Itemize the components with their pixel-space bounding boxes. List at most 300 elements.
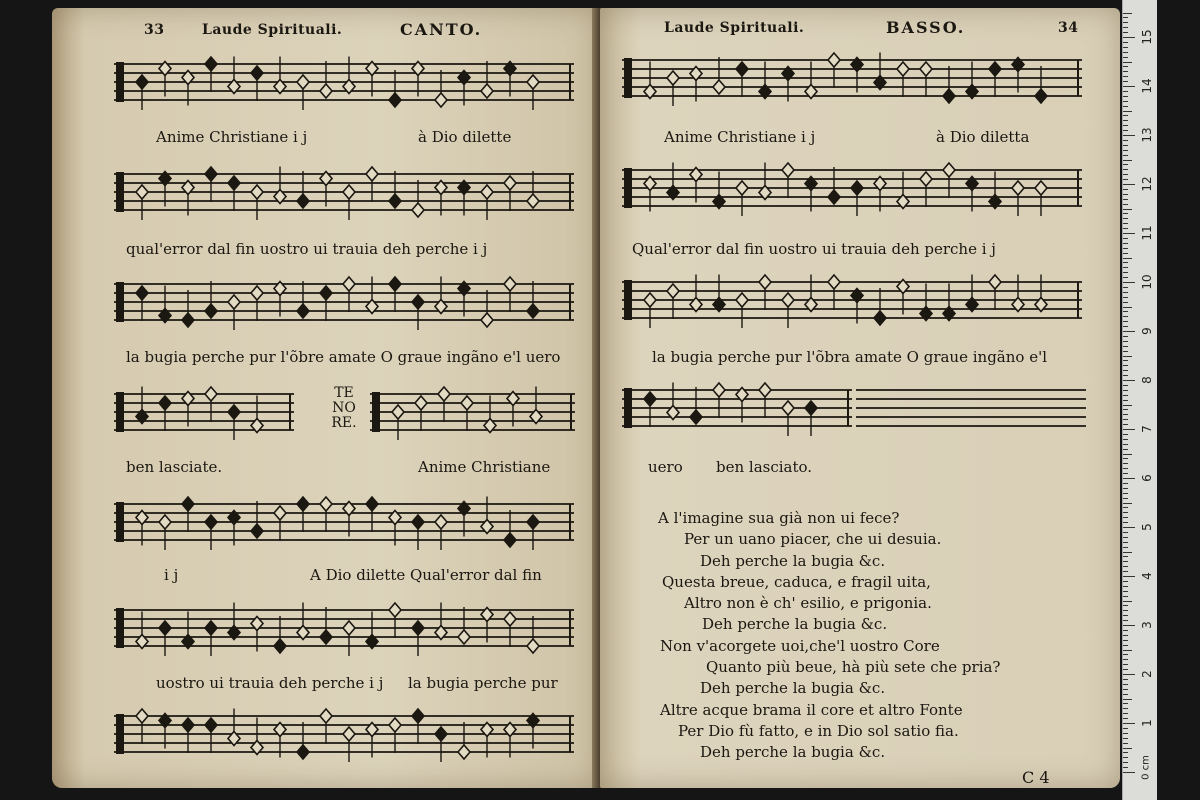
ruler-tick xyxy=(1123,733,1128,734)
ruler-tick xyxy=(1123,458,1128,459)
voice-title: BASSO. xyxy=(886,18,966,37)
staff-lines xyxy=(622,46,1082,118)
staff-lines xyxy=(622,376,852,448)
poem-line: Per Dio fù fatto, e in Dio sol satio fia. xyxy=(678,721,959,740)
note-head xyxy=(320,497,332,511)
note-head xyxy=(320,630,332,644)
note-head xyxy=(805,401,817,415)
ruler-tick xyxy=(1123,650,1132,651)
note-head xyxy=(366,167,378,181)
ruler-tick xyxy=(1123,17,1128,18)
note-head xyxy=(205,387,217,401)
clef-mark xyxy=(624,58,632,98)
note-head xyxy=(527,194,539,208)
lyric-line: Qual'error dal fin uostro ui trauia deh perche i j xyxy=(632,240,996,258)
staff-system-empty xyxy=(856,376,1086,448)
ruler-number: 1 xyxy=(1140,719,1154,727)
note-head xyxy=(713,80,725,94)
staff-system xyxy=(370,380,575,452)
ruler-tick xyxy=(1123,238,1128,239)
poem-line: Deh perche la bugia &c. xyxy=(700,743,886,762)
note-head xyxy=(504,612,516,626)
ruler-tick xyxy=(1123,341,1128,342)
ruler-tick xyxy=(1123,204,1128,205)
ruler-tick xyxy=(1123,488,1128,489)
ruler-tick xyxy=(1123,591,1128,592)
ruler-tick xyxy=(1123,267,1128,268)
note-head xyxy=(415,396,427,410)
ruler-tick xyxy=(1123,498,1128,499)
ruler-tick xyxy=(1123,703,1128,704)
lyric-line: uero xyxy=(648,458,683,476)
poem-stanzas xyxy=(658,508,1078,764)
staff-system xyxy=(114,490,574,562)
note-head xyxy=(205,57,217,71)
staff-lines xyxy=(370,380,575,452)
ruler-number: 11 xyxy=(1140,225,1154,241)
ruler-tick xyxy=(1123,385,1128,386)
ruler-tick xyxy=(1123,42,1128,43)
ruler-tick xyxy=(1123,586,1128,587)
ruler-number: 6 xyxy=(1140,474,1154,482)
ruler-tick xyxy=(1123,27,1128,28)
ruler-tick xyxy=(1123,537,1128,538)
note-head xyxy=(438,387,450,401)
note-head xyxy=(159,396,171,410)
ruler-tick xyxy=(1123,522,1128,523)
note-head xyxy=(989,275,1001,289)
staff-system xyxy=(622,46,1082,118)
ruler-tick xyxy=(1123,37,1135,38)
ruler-number: 10 xyxy=(1140,274,1154,290)
ruler-tick xyxy=(1123,439,1128,440)
ruler-tick xyxy=(1123,561,1128,562)
ruler-tick xyxy=(1123,199,1128,200)
staff-system xyxy=(622,156,1082,228)
note-head xyxy=(782,163,794,177)
ruler-tick xyxy=(1123,179,1128,180)
lyric-line: Anime Christiane i j xyxy=(156,128,308,146)
staff-system xyxy=(114,160,574,232)
ruler-tick xyxy=(1123,473,1128,474)
ruler-tick xyxy=(1123,140,1128,141)
ruler-tick xyxy=(1123,228,1128,229)
lyric-line: ben lasciate. xyxy=(126,458,223,476)
ruler-tick xyxy=(1123,610,1128,611)
staff-system xyxy=(114,270,574,342)
ruler-tick xyxy=(1123,772,1135,773)
clef-mark xyxy=(116,62,124,102)
staff-lines xyxy=(114,160,574,232)
lyric-line: ben lasciato. xyxy=(716,458,813,476)
ruler-tick xyxy=(1123,615,1128,616)
ruler-tick xyxy=(1123,454,1132,455)
ruler-tick xyxy=(1123,405,1132,406)
running-title: Laude Spirituali. xyxy=(664,20,805,36)
ruler-tick xyxy=(1123,674,1135,675)
staff-lines xyxy=(114,380,294,452)
ruler-tick xyxy=(1123,738,1128,739)
note-head xyxy=(205,718,217,732)
note-head xyxy=(874,311,886,325)
note-head xyxy=(435,93,447,107)
note-head xyxy=(943,89,955,103)
ruler-tick xyxy=(1123,547,1128,548)
note-head xyxy=(251,66,263,80)
lyric-line: Anime Christiane i j xyxy=(664,128,816,146)
ruler-number: 3 xyxy=(1140,621,1154,629)
note-head xyxy=(782,401,794,415)
note-head xyxy=(412,621,424,635)
note-head xyxy=(759,383,771,397)
staff-system xyxy=(114,702,574,774)
note-head xyxy=(274,506,286,520)
ruler-tick xyxy=(1123,463,1128,464)
ruler-unit-label: 0 cm xyxy=(1140,755,1152,780)
note-head xyxy=(759,275,771,289)
ruler-tick xyxy=(1123,189,1128,190)
ruler-number: 5 xyxy=(1140,523,1154,531)
ruler-tick xyxy=(1123,630,1128,631)
lyric-line: à Dio dilette xyxy=(418,128,512,146)
voice-title: CANTO. xyxy=(400,20,483,39)
poem-line: Non v'acorgete uoi,che'l uostro Core xyxy=(660,636,940,655)
poem-line: Altre acque brama il core et altro Fonte xyxy=(660,700,963,719)
ruler-tick xyxy=(1123,757,1128,758)
ruler-tick xyxy=(1123,150,1128,151)
ruler-tick xyxy=(1123,723,1135,724)
lyric-line: i j xyxy=(164,566,179,584)
note-head xyxy=(644,392,656,406)
ruler-tick xyxy=(1123,493,1128,494)
ruler-tick xyxy=(1123,346,1128,347)
ruler-tick xyxy=(1123,321,1128,322)
ruler-tick xyxy=(1123,76,1128,77)
ruler-tick xyxy=(1123,390,1128,391)
poem-line: Quanto più beue, hà più sete che pria? xyxy=(706,658,1001,677)
ruler-tick xyxy=(1123,169,1128,170)
note-head xyxy=(297,194,309,208)
ruler-tick xyxy=(1123,326,1128,327)
staff-system xyxy=(114,380,294,452)
ruler-tick xyxy=(1123,380,1135,381)
ruler-number: 8 xyxy=(1140,376,1154,384)
measuring-ruler xyxy=(1122,0,1157,800)
ruler-tick xyxy=(1123,694,1128,695)
ruler-tick xyxy=(1123,542,1128,543)
poem-line: Deh perche la bugia &c. xyxy=(700,551,886,570)
ruler-tick xyxy=(1123,581,1128,582)
ruler-tick xyxy=(1123,605,1128,606)
note-head xyxy=(136,75,148,89)
ruler-tick xyxy=(1123,292,1128,293)
clef-mark xyxy=(116,172,124,212)
ruler-tick xyxy=(1123,424,1128,425)
ruler-tick xyxy=(1123,640,1128,641)
ruler-tick xyxy=(1123,115,1128,116)
ruler-tick xyxy=(1123,419,1128,420)
note-head xyxy=(527,75,539,89)
staff-system xyxy=(622,268,1082,340)
clef-mark xyxy=(624,388,632,428)
clef-mark xyxy=(624,280,632,320)
poem-line: Deh perche la bugia &c. xyxy=(702,615,888,634)
poem-line: Questa breue, caduca, e fragil uita, xyxy=(662,572,931,591)
ruler-tick xyxy=(1123,277,1128,278)
ruler-tick xyxy=(1123,101,1128,102)
ruler-tick xyxy=(1123,728,1128,729)
note-head xyxy=(782,293,794,307)
note-head xyxy=(343,727,355,741)
ruler-tick xyxy=(1123,517,1128,518)
ruler-tick xyxy=(1123,164,1128,165)
ruler-number: 15 xyxy=(1140,29,1154,45)
clef-mark xyxy=(116,608,124,648)
ruler-tick xyxy=(1123,743,1128,744)
note-head xyxy=(251,524,263,538)
ruler-tick xyxy=(1123,130,1128,131)
staff-lines xyxy=(114,490,574,562)
ruler-tick xyxy=(1123,664,1128,665)
note-head xyxy=(527,515,539,529)
ruler-tick xyxy=(1123,356,1132,357)
note-head xyxy=(136,185,148,199)
tenore-label: TE NO RE. xyxy=(331,385,357,431)
note-head xyxy=(343,621,355,635)
ruler-tick xyxy=(1123,767,1128,768)
ruler-tick xyxy=(1123,81,1128,82)
note-head xyxy=(713,383,725,397)
ruler-tick xyxy=(1123,468,1128,469)
ruler-tick xyxy=(1123,174,1128,175)
note-head xyxy=(435,727,447,741)
ruler-tick xyxy=(1123,297,1128,298)
ruler-number: 14 xyxy=(1140,78,1154,94)
ruler-tick xyxy=(1123,654,1128,655)
ruler-tick xyxy=(1123,375,1128,376)
ruler-tick xyxy=(1123,669,1128,670)
ruler-tick xyxy=(1123,155,1128,156)
note-head xyxy=(182,313,194,327)
page-number: 33 xyxy=(144,22,165,38)
note-head xyxy=(389,603,401,617)
ruler-tick xyxy=(1123,552,1132,553)
ruler-tick xyxy=(1123,659,1128,660)
ruler-tick xyxy=(1123,718,1128,719)
note-head xyxy=(320,84,332,98)
note-head xyxy=(297,75,309,89)
running-title: Laude Spirituali. xyxy=(202,22,343,38)
ruler-tick xyxy=(1123,512,1128,513)
note-head xyxy=(667,71,679,85)
note-head xyxy=(182,718,194,732)
open-book xyxy=(52,8,1122,788)
ruler-tick xyxy=(1123,258,1132,259)
ruler-tick xyxy=(1123,311,1128,312)
ruler-tick xyxy=(1123,331,1135,332)
lyric-line: qual'error dal fin uostro ui trauia deh perche i j xyxy=(126,240,488,258)
ruler-tick xyxy=(1123,253,1128,254)
note-head xyxy=(389,277,401,291)
ruler-tick xyxy=(1123,22,1128,23)
note-head xyxy=(389,718,401,732)
ruler-tick xyxy=(1123,483,1128,484)
ruler-tick xyxy=(1123,262,1128,263)
ruler-tick xyxy=(1123,125,1128,126)
ruler-tick xyxy=(1123,86,1135,87)
note-head xyxy=(228,176,240,190)
lyric-line: à Dio diletta xyxy=(936,128,1030,146)
ruler-number: 4 xyxy=(1140,572,1154,580)
note-head xyxy=(205,621,217,635)
ruler-tick xyxy=(1123,66,1128,67)
ruler-tick xyxy=(1123,184,1135,185)
ruler-tick xyxy=(1123,13,1132,14)
note-head xyxy=(920,172,932,186)
note-head xyxy=(461,396,473,410)
ruler-tick xyxy=(1123,625,1135,626)
ruler-tick xyxy=(1123,302,1128,303)
note-head xyxy=(389,194,401,208)
note-head xyxy=(920,62,932,76)
note-head xyxy=(412,709,424,723)
note-head xyxy=(320,286,332,300)
note-head xyxy=(943,163,955,177)
ruler-tick xyxy=(1123,713,1128,714)
ruler-tick xyxy=(1123,218,1128,219)
note-head xyxy=(504,176,516,190)
ruler-tick xyxy=(1123,409,1128,410)
note-head xyxy=(828,190,840,204)
ruler-tick xyxy=(1123,223,1128,224)
note-head xyxy=(205,515,217,529)
note-head xyxy=(527,304,539,318)
note-head xyxy=(504,277,516,291)
clef-mark xyxy=(372,392,380,432)
lyric-line: la bugia perche pur l'õbre amate O graue ingãno e'l uero xyxy=(126,348,561,366)
ruler-tick xyxy=(1123,282,1135,283)
ruler-number: 13 xyxy=(1140,127,1154,143)
poem-line: Deh perche la bugia &c. xyxy=(700,679,886,698)
staff-system xyxy=(622,376,852,448)
ruler-tick xyxy=(1123,351,1128,352)
staff-lines xyxy=(114,50,574,122)
note-head xyxy=(366,497,378,511)
ruler-tick xyxy=(1123,243,1128,244)
staff-lines xyxy=(856,376,1086,448)
ruler-tick xyxy=(1123,213,1128,214)
ruler-tick xyxy=(1123,233,1135,234)
ruler-tick xyxy=(1123,248,1128,249)
ruler-tick xyxy=(1123,748,1132,749)
ruler-tick xyxy=(1123,620,1128,621)
note-head xyxy=(343,277,355,291)
right-page xyxy=(600,8,1120,788)
ruler-tick xyxy=(1123,527,1135,528)
note-head xyxy=(828,275,840,289)
note-head xyxy=(644,293,656,307)
note-head xyxy=(389,93,401,107)
poem-line: A l'imagine sua già non ui fece? xyxy=(658,509,900,527)
note-head xyxy=(481,185,493,199)
ruler-tick xyxy=(1123,752,1128,753)
note-head xyxy=(159,515,171,529)
ruler-tick xyxy=(1123,32,1128,33)
ruler-tick xyxy=(1123,135,1135,136)
poem-line: Altro non è ch' esilio, e prigonia. xyxy=(684,594,932,613)
note-head xyxy=(205,167,217,181)
ruler-tick xyxy=(1123,106,1128,107)
ruler-tick xyxy=(1123,429,1135,430)
ruler-tick xyxy=(1123,556,1128,557)
ruler-tick xyxy=(1123,762,1128,763)
clef-mark xyxy=(116,282,124,322)
note-head xyxy=(736,181,748,195)
clef-mark xyxy=(116,714,124,754)
lyric-line: uostro ui trauia deh perche i j xyxy=(156,674,384,692)
note-head xyxy=(297,497,309,511)
note-head xyxy=(690,410,702,424)
ruler-number: 12 xyxy=(1140,176,1154,192)
note-head xyxy=(343,185,355,199)
note-head xyxy=(504,533,516,547)
ruler-tick xyxy=(1123,434,1128,435)
ruler-tick xyxy=(1123,689,1128,690)
note-head xyxy=(481,313,493,327)
ruler-tick xyxy=(1123,414,1128,415)
staff-system xyxy=(114,596,574,668)
note-head xyxy=(412,515,424,529)
ruler-tick xyxy=(1123,91,1128,92)
note-head xyxy=(412,203,424,217)
note-head xyxy=(297,304,309,318)
ruler-tick xyxy=(1123,503,1132,504)
ruler-tick xyxy=(1123,370,1128,371)
page-number: 34 xyxy=(1058,20,1079,36)
ruler-tick xyxy=(1123,571,1128,572)
staff-lines xyxy=(114,702,574,774)
note-head xyxy=(159,621,171,635)
ruler-tick xyxy=(1123,360,1128,361)
ruler-tick xyxy=(1123,679,1128,680)
staff-lines xyxy=(622,268,1082,340)
note-head xyxy=(736,293,748,307)
ruler-tick xyxy=(1123,532,1128,533)
ruler-tick xyxy=(1123,596,1128,597)
ruler-tick xyxy=(1123,449,1128,450)
lyric-line: A Dio dilette Qual'error dal fin xyxy=(310,566,542,584)
clef-mark xyxy=(624,168,632,208)
ruler-tick xyxy=(1123,62,1132,63)
note-head xyxy=(481,84,493,98)
note-head xyxy=(297,745,309,759)
note-head xyxy=(392,405,404,419)
ruler-tick xyxy=(1123,316,1128,317)
ruler-tick xyxy=(1123,120,1128,121)
note-head xyxy=(228,405,240,419)
note-head xyxy=(182,497,194,511)
note-head xyxy=(667,284,679,298)
lyric-line: la bugia perche pur l'õbra amate O graue ingãno e'l xyxy=(652,348,1048,366)
ruler-tick xyxy=(1123,287,1128,288)
ruler-tick xyxy=(1123,400,1128,401)
ruler-tick xyxy=(1123,57,1128,58)
note-head xyxy=(435,515,447,529)
ruler-tick xyxy=(1123,708,1128,709)
ruler-tick xyxy=(1123,47,1128,48)
note-head xyxy=(1035,89,1047,103)
note-head xyxy=(897,62,909,76)
